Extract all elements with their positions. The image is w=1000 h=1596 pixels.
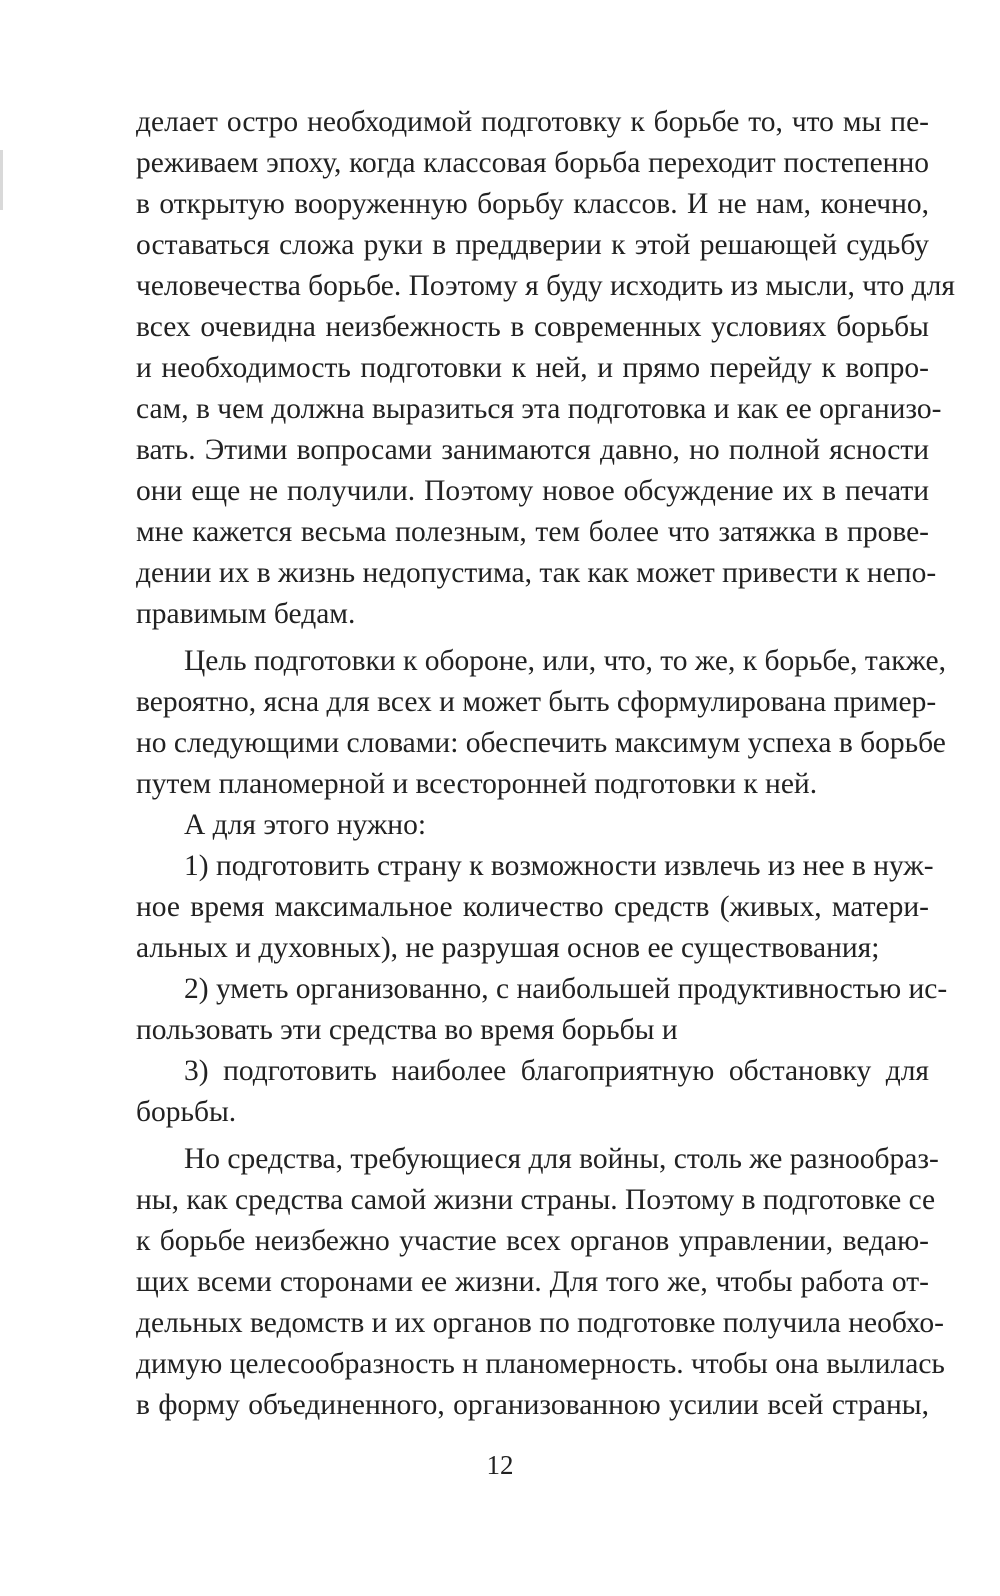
text-line: оставаться сложа руки в преддверии к этой решающей судьбу xyxy=(136,229,929,261)
paragraph-5 xyxy=(136,969,948,1051)
text-line: вать. Этими вопросами занимаются давно, но полной ясности xyxy=(136,434,929,466)
text-line: Но средства, требующиеся для войны, столь же разнообраз- xyxy=(184,1143,939,1175)
text-line: и необходимость подготовки к ней, и прямо перейду к вопро- xyxy=(136,352,929,384)
text-line: в форму объединенного, организованною усилии всей страны, xyxy=(136,1389,929,1421)
text-line: щих всеми сторонами ее жизни. Для того же, чтобы работа от- xyxy=(136,1266,929,1298)
text-line: делает остро необходимой подготовку к борьбе то, что мы пе- xyxy=(136,106,929,138)
text-line: к борьбе неизбежно участие всех органов управлении, ведаю- xyxy=(136,1225,929,1257)
text-line: 2) уметь организованно, с наибольшей продуктивностью ис- xyxy=(184,973,948,1005)
text-line: дении их в жизнь недопустима, так как может привести к непо- xyxy=(136,557,937,589)
text-line: реживаем эпоху, когда классовая борьба переходит постепенно xyxy=(136,147,929,179)
text-line: вероятно, ясна для всех и может быть сформулирована пример- xyxy=(136,686,937,718)
text-line: пользовать эти средства во время борьбы и xyxy=(136,1014,678,1046)
text-line: но следующими словами: обеспечить максимум успеха в борьбе xyxy=(136,727,946,759)
text-line: 1) подготовить страну к возможности извлечь из нее в нуж- xyxy=(184,850,934,882)
body-text xyxy=(136,102,955,1426)
text-line: дельных ведомств и их органов по подготовке получила необхо- xyxy=(136,1307,944,1339)
paragraph-7 xyxy=(136,1139,945,1426)
paragraph-6 xyxy=(136,1051,929,1133)
paragraph-1 xyxy=(136,102,955,635)
text-line: правимым бедам. xyxy=(136,598,356,630)
text-line: они еще не получили. Поэтому новое обсуждение их в печати xyxy=(136,475,929,507)
text-line: борьбы. xyxy=(136,1096,237,1128)
text-line: 3) подготовить наиболее благоприятную обстановку для xyxy=(184,1055,929,1087)
text-line: ное время максимальное количество средств (живых, матери- xyxy=(136,891,929,923)
text-line: Цель подготовки к обороне, или, что, то же, к борьбе, также, xyxy=(184,645,947,677)
text-line: димую целесообразность н планомерность. чтобы она вылилась xyxy=(136,1348,945,1380)
paragraph-2 xyxy=(136,641,947,805)
text-line: человечества борьбе. Поэтому я буду исходить из мысли, что для xyxy=(136,270,955,302)
text-line: альных и духовных), не разрушая основ ее существования; xyxy=(136,932,880,964)
text-line: сам, в чем должна выразиться эта подготовка и как ее организо- xyxy=(136,393,942,425)
text-line: всех очевидна неизбежность в современных условиях борьбы xyxy=(136,311,929,343)
paragraph-4 xyxy=(136,846,934,969)
text-line: мне кажется весьма полезным, тем более что затяжка в прове- xyxy=(136,516,929,548)
paragraph-3 xyxy=(136,805,929,846)
text-line: в открытую вооруженную борьбу классов. И не нам, конечно, xyxy=(136,188,929,220)
text-line: путем планомерной и всесторонней подготовки к ней. xyxy=(136,768,818,800)
page-edge-mark xyxy=(0,150,3,210)
page-number: 12 xyxy=(486,1450,514,1480)
text-line: А для этого нужно: xyxy=(184,809,427,841)
text-line: ны, как средства самой жизни страны. Поэтому в подготовке се xyxy=(136,1184,936,1216)
